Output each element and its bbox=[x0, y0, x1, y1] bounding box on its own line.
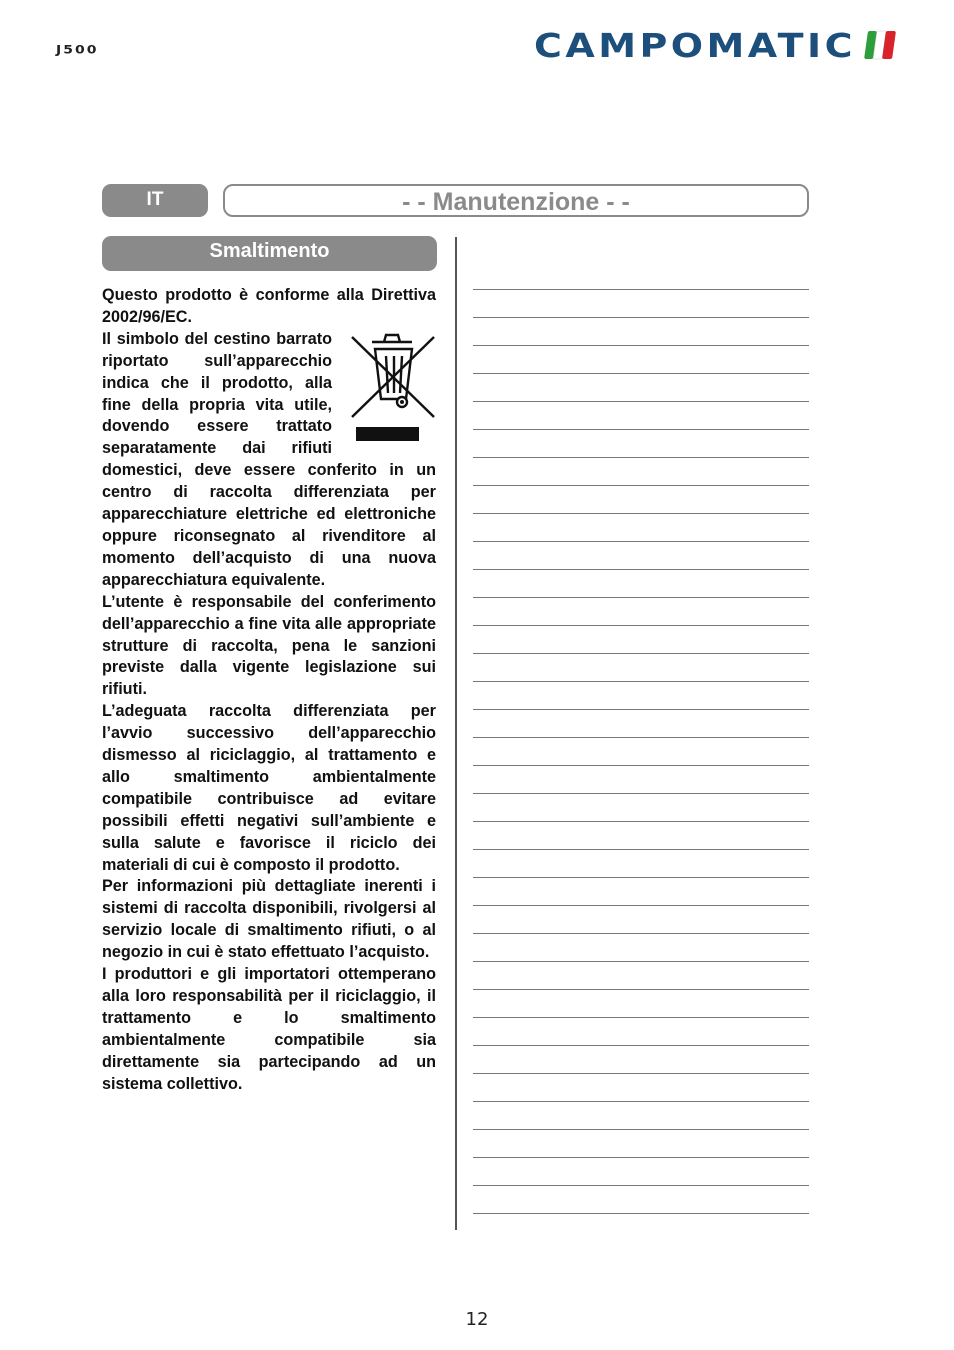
note-line bbox=[473, 1046, 809, 1074]
language-tab: IT bbox=[102, 184, 208, 217]
note-line bbox=[473, 262, 809, 290]
note-line bbox=[473, 962, 809, 990]
paragraph: Per informazioni più dettagliate inerenti i sistemi di raccolta disponibili, rivolgersi al servizio locale di smaltimento rifiuti, o al negozio in cui è stato effettuato l’acquisto. bbox=[102, 877, 436, 962]
crossed-out-wheelie-bin-icon bbox=[342, 329, 442, 441]
note-line bbox=[473, 598, 809, 626]
note-line bbox=[473, 290, 809, 318]
note-line bbox=[473, 1018, 809, 1046]
note-line bbox=[473, 486, 809, 514]
note-line bbox=[473, 626, 809, 654]
note-line bbox=[473, 934, 809, 962]
note-line bbox=[473, 794, 809, 822]
note-line bbox=[473, 654, 809, 682]
brand-wordmark: CAMPOMATIC bbox=[534, 28, 856, 62]
note-line bbox=[473, 878, 809, 906]
note-line bbox=[473, 542, 809, 570]
paragraph: Il simbolo del cestino barrato riportato sull’apparecchio indica che il prodotto, alla fine della propria vita utile, dovendo essere trattato separatamente dai rifiuti domestici, deve essere conferito in un centro di raccolta differenziata per apparecchiature elettriche ed elettroniche oppure riconsegnato al rivenditore al momento dell’acquisto di una nuova apparecchiatura equivalente. bbox=[102, 329, 436, 589]
column-divider bbox=[455, 237, 457, 1230]
note-line bbox=[473, 1102, 809, 1130]
note-line bbox=[473, 570, 809, 598]
notes-lines bbox=[473, 262, 809, 1214]
note-line bbox=[473, 1074, 809, 1102]
note-line bbox=[473, 514, 809, 542]
note-line bbox=[473, 766, 809, 794]
note-line bbox=[473, 346, 809, 374]
note-line bbox=[473, 1186, 809, 1214]
paragraph: Questo prodotto è conforme alla Direttiva 2002/96/EC. bbox=[102, 286, 436, 326]
note-line bbox=[473, 990, 809, 1018]
campomatic-logo bbox=[534, 28, 900, 62]
model-label: J500 bbox=[56, 44, 99, 57]
note-line bbox=[473, 710, 809, 738]
note-line bbox=[473, 1158, 809, 1186]
paragraph: I produttori e gli importatori ottemperano alla loro responsabilità per il riciclaggio, il trattamento e lo smaltimento ambientalmente compatibile sia direttamente sia partecipando ad un sistema collettivo. bbox=[102, 965, 436, 1093]
note-line bbox=[473, 1130, 809, 1158]
note-line bbox=[473, 682, 809, 710]
section-title: - - Manutenzione - - bbox=[223, 184, 809, 217]
note-line bbox=[473, 850, 809, 878]
note-line bbox=[473, 458, 809, 486]
disposal-text bbox=[102, 285, 436, 1096]
subsection-title: Smaltimento bbox=[102, 236, 437, 271]
note-line bbox=[473, 738, 809, 766]
page-number: 12 bbox=[465, 1309, 489, 1330]
note-line bbox=[473, 374, 809, 402]
note-line bbox=[473, 430, 809, 458]
note-line bbox=[473, 402, 809, 430]
note-line bbox=[473, 906, 809, 934]
italian-flag-icon bbox=[864, 31, 896, 59]
paragraph: L’utente è responsabile del conferimento dell’apparecchio a fine vita alle appropriate strutture di raccolta, pena le sanzioni previste dalla vigente legislazione sui rifiuti. bbox=[102, 592, 436, 699]
note-line bbox=[473, 822, 809, 850]
note-line bbox=[473, 318, 809, 346]
paragraph: L’adeguata raccolta differenziata per l’avvio successivo dell’apparecchio dismesso al riciclaggio, al trattamento e allo smaltimento ambientalmente compatibile contribuisce ad evitare possibili effetti negativi sull’ambiente e sulla salute e favorisce il riciclo dei materiali di cui è composto il prodotto. bbox=[102, 702, 436, 874]
